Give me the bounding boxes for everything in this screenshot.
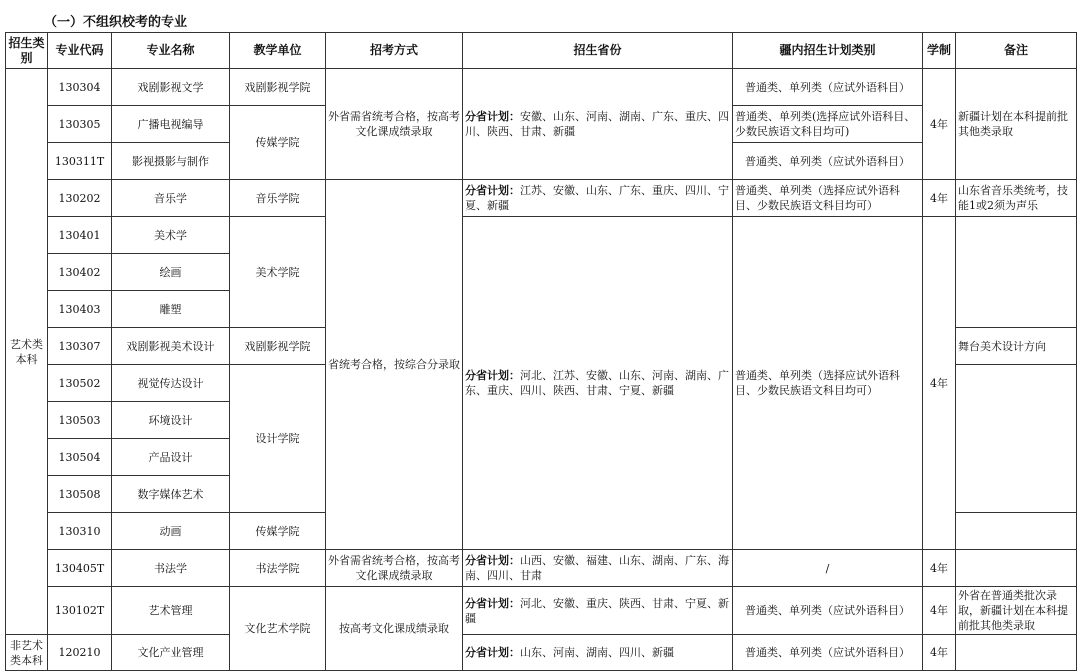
admission-method: 按高考文化课成绩录取 [326, 587, 463, 671]
header-row [6, 33, 1077, 69]
xinjiang-plan: 普通类、单列类(选择应试外语科目、少数民族语文科目均可) [733, 106, 923, 143]
major-name: 视觉传达设计 [112, 365, 230, 402]
major-name: 绘画 [112, 254, 230, 291]
major-code: 130202 [48, 180, 112, 217]
teaching-unit: 戏剧影视学院 [230, 328, 326, 365]
major-code: 130403 [48, 291, 112, 328]
province-list [463, 217, 733, 550]
table-row [6, 217, 1077, 254]
xinjiang-plan: 普通类、单列类（应试外语科目） [733, 635, 923, 671]
header-notes: 备注 [956, 33, 1077, 69]
major-name: 广播电视编导 [112, 106, 230, 143]
province-list [463, 587, 733, 635]
major-code: 130401 [48, 217, 112, 254]
category-non-art: 非艺术类本科 [6, 635, 48, 671]
major-name: 产品设计 [112, 439, 230, 476]
teaching-unit: 戏剧影视学院 [230, 69, 326, 106]
major-code: 130405T [48, 550, 112, 587]
note: 山东省音乐类统考，技能1或2须为声乐 [956, 180, 1077, 217]
category-art: 艺术类本科 [6, 69, 48, 635]
table-row [6, 550, 1077, 587]
table-row [6, 587, 1077, 635]
teaching-unit: 美术学院 [230, 217, 326, 328]
major-code: 130502 [48, 365, 112, 402]
major-name: 戏剧影视美术设计 [112, 328, 230, 365]
major-code: 130508 [48, 476, 112, 513]
table-row [6, 180, 1077, 217]
note-empty [956, 217, 1077, 328]
major-code: 130304 [48, 69, 112, 106]
years: 4年 [923, 69, 956, 180]
header-category: 招生类别 [6, 33, 48, 69]
years: 4年 [923, 587, 956, 635]
teaching-unit: 文化艺术学院 [230, 587, 326, 671]
province-prefix: 分省计划： [465, 369, 520, 382]
note: 外省在普通类批次录取，新疆计划在本科提前批其他类录取 [956, 587, 1077, 635]
major-table [5, 32, 1077, 671]
note: 新疆计划在本科提前批其他类录取 [956, 69, 1077, 180]
years: 4年 [923, 217, 956, 550]
note-empty [956, 365, 1077, 513]
province-values: 江苏、安徽、山东、广东、重庆、四川、宁夏、新疆 [465, 184, 729, 212]
header-code: 专业代码 [48, 33, 112, 69]
major-code: 130307 [48, 328, 112, 365]
teaching-unit: 书法学院 [230, 550, 326, 587]
table-row [6, 69, 1077, 106]
province-list [463, 180, 733, 217]
teaching-unit: 设计学院 [230, 365, 326, 513]
province-prefix: 分省计划： [465, 110, 520, 123]
major-code: 130102T [48, 587, 112, 635]
province-list [463, 550, 733, 587]
xinjiang-plan: 普通类、单列类（应试外语科目） [733, 587, 923, 635]
major-code: 130305 [48, 106, 112, 143]
years: 4年 [923, 550, 956, 587]
major-name: 艺术管理 [112, 587, 230, 635]
major-name: 影视摄影与制作 [112, 143, 230, 180]
header-xinjiang-plan: 疆内招生计划类别 [733, 33, 923, 69]
major-code: 120210 [48, 635, 112, 671]
major-code: 130311T [48, 143, 112, 180]
province-list [463, 69, 733, 180]
admission-method: 外省需省统考合格，按高考文化课成绩录取 [326, 550, 463, 587]
province-values: 河北、江苏、安徽、山东、河南、湖南、广东、重庆、四川、陕西、甘肃、宁夏、新疆 [465, 369, 729, 397]
province-values: 河北、安徽、重庆、陕西、甘肃、宁夏、新疆 [465, 596, 729, 625]
province-prefix: 分省计划： [465, 554, 520, 567]
province-prefix: 分省计划： [465, 184, 520, 197]
admission-method: 外省需省统考合格，按高考文化课成绩录取 [326, 69, 463, 180]
header-years: 学制 [923, 33, 956, 69]
note: 舞台美术设计方向 [956, 328, 1077, 365]
province-values: 山东、河南、湖南、四川、新疆 [520, 646, 674, 659]
major-name: 雕塑 [112, 291, 230, 328]
table-row [6, 635, 1077, 671]
major-name: 音乐学 [112, 180, 230, 217]
province-prefix: 分省计划： [465, 646, 520, 659]
header-unit: 教学单位 [230, 33, 326, 69]
xinjiang-plan: 普通类、单列类（应试外语科目） [733, 69, 923, 106]
header-method: 招考方式 [326, 33, 463, 69]
section-title: （一）不组织校考的专业 [44, 15, 188, 30]
major-name: 数字媒体艺术 [112, 476, 230, 513]
major-name: 动画 [112, 513, 230, 550]
years: 4年 [923, 180, 956, 217]
major-code: 130402 [48, 254, 112, 291]
note-empty [956, 513, 1077, 550]
header-provinces: 招生省份 [463, 33, 733, 69]
major-code: 130504 [48, 439, 112, 476]
major-name: 环境设计 [112, 402, 230, 439]
major-name: 戏剧影视文学 [112, 69, 230, 106]
major-code: 130310 [48, 513, 112, 550]
teaching-unit: 传媒学院 [230, 106, 326, 180]
province-prefix: 分省计划： [465, 596, 520, 610]
note-empty [956, 550, 1077, 587]
xinjiang-plan: 普通类、单列类（应试外语科目） [733, 143, 923, 180]
note-empty [956, 635, 1077, 671]
major-name: 美术学 [112, 217, 230, 254]
xinjiang-plan: 普通类、单列类（选择应试外语科目、少数民族语文科目均可） [733, 180, 923, 217]
header-name: 专业名称 [112, 33, 230, 69]
province-values: 安徽、山东、河南、湖南、广东、重庆、四川、陕西、甘肃、新疆 [465, 110, 729, 138]
major-code: 130503 [48, 402, 112, 439]
years: 4年 [923, 635, 956, 671]
teaching-unit: 音乐学院 [230, 180, 326, 217]
province-list [463, 635, 733, 671]
xinjiang-plan: 普通类、单列类（选择应试外语科目、少数民族语文科目均可） [733, 217, 923, 550]
major-name: 书法学 [112, 550, 230, 587]
admission-method: 省统考合格，按综合分录取 [326, 180, 463, 550]
xinjiang-plan: / [733, 550, 923, 587]
major-name: 文化产业管理 [112, 635, 230, 671]
teaching-unit: 传媒学院 [230, 513, 326, 550]
province-values: 山西、安徽、福建、山东、湖南、广东、海南、四川、甘肃 [465, 554, 729, 582]
